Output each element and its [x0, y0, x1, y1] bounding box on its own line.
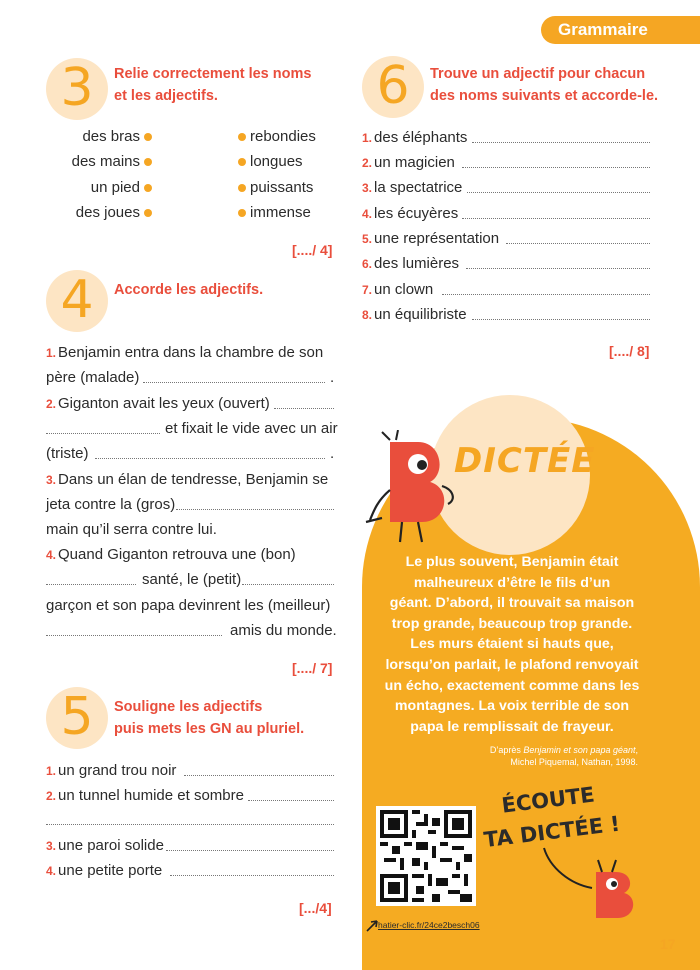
dictee-link[interactable]: hatier-clic.fr/24ce2besch06	[378, 920, 480, 930]
item-text: des lumières	[374, 255, 460, 272]
exercise-5-score: [.../4]	[299, 900, 332, 916]
sentence-period: .	[330, 369, 335, 386]
item-text: des éléphants	[374, 129, 468, 146]
noun-connector-dot[interactable]	[144, 184, 152, 192]
answer-line[interactable]	[176, 509, 334, 510]
dictee-line: malheureux d’être le fils d’un	[413, 574, 611, 591]
sentence-text: et fixait le vide avec un air	[165, 420, 338, 437]
exercise-3-badge	[46, 58, 108, 120]
sentence-text: père (malade)	[46, 369, 140, 386]
item-text: une représentation	[374, 230, 500, 247]
answer-line[interactable]	[170, 875, 334, 876]
dictee-source	[430, 744, 638, 768]
answer-line[interactable]	[166, 850, 334, 851]
answer-line[interactable]	[274, 408, 334, 409]
item-text: une petite porte	[58, 862, 163, 879]
answer-line[interactable]	[46, 635, 222, 636]
mascot-b-icon	[356, 430, 466, 550]
list-item	[362, 254, 459, 274]
sentence-period: .	[330, 445, 335, 462]
item-number: 1.	[46, 764, 57, 778]
adjective-immense: immense	[250, 204, 311, 221]
instruction-line: et les adjectifs.	[114, 88, 218, 104]
list-item	[362, 178, 462, 198]
item-text: la spectatrice	[374, 179, 463, 196]
sentence-text: Giganton avait les yeux (ouvert)	[58, 395, 270, 412]
section-tab: Grammaire	[541, 16, 700, 44]
sentence-text: main qu’il serra contre lui.	[46, 521, 217, 538]
item-number: 2.	[46, 397, 57, 411]
item-number: 4.	[362, 207, 373, 221]
page-number: 17	[660, 936, 676, 952]
ecoute-line: ÉCOUTE	[500, 782, 596, 818]
answer-line[interactable]	[462, 167, 650, 168]
instruction-line: Trouve un adjectif pour chacun	[430, 66, 646, 82]
item-number: 3.	[46, 839, 57, 853]
list-item	[362, 280, 433, 300]
answer-line[interactable]	[248, 800, 334, 801]
dictee-line: montagnes. La voix terrible de son	[394, 698, 630, 715]
item-number: 3.	[362, 181, 373, 195]
list-item	[362, 305, 467, 325]
sentence-text: (triste)	[46, 445, 89, 462]
item-text: un tunnel humide et sombre	[58, 787, 244, 804]
dictee-title: DICTÉE	[454, 441, 596, 481]
dictee-line: lorsqu’on parlait, le plafond renvoyait	[385, 656, 639, 673]
answer-line[interactable]	[242, 584, 334, 585]
answer-line[interactable]	[46, 433, 160, 434]
sentence-line	[46, 394, 270, 414]
noun-connector-dot[interactable]	[144, 209, 152, 217]
list-item	[46, 836, 164, 856]
sentence-text: Dans un élan de tendresse, Benjamin se	[58, 471, 329, 488]
source-prefix: D’après	[489, 745, 521, 755]
list-item	[362, 229, 499, 249]
dictee-line: trop grande, beaucoup trop grande.	[391, 615, 633, 632]
noun-des-mains: des mains	[71, 153, 140, 170]
sentence-text: santé, le (petit)	[142, 571, 242, 588]
item-number: 1.	[46, 346, 57, 360]
answer-line[interactable]	[472, 319, 650, 320]
noun-un-pied: un pied	[90, 179, 140, 196]
exercise-6-score: [..../ 8]	[609, 343, 650, 359]
exercise-5-badge	[46, 687, 108, 749]
list-item	[46, 861, 162, 881]
sentence-text: garçon et son papa devinrent les (meilleur)	[46, 597, 331, 614]
answer-line[interactable]	[462, 218, 650, 219]
exercise-4-instruction: Accorde les adjectifs.	[114, 282, 264, 298]
instruction-line: Relie correctement les noms	[114, 66, 312, 82]
sentence-text: amis du monde.	[230, 622, 337, 639]
ecoute-line: TA DICTÉE !	[482, 811, 622, 853]
exercise-4-badge	[46, 270, 108, 332]
dictee-line: un écho, exactement comme dans les	[384, 677, 640, 694]
source-title: Benjamin et son papa géant	[523, 745, 636, 755]
item-number: 2.	[46, 789, 57, 803]
item-number: 3.	[46, 473, 57, 487]
exercise-6-instruction	[430, 63, 658, 107]
item-number: 2.	[362, 156, 373, 170]
qr-code[interactable]	[376, 806, 476, 906]
adjective-connector-dot[interactable]	[238, 184, 246, 192]
answer-line[interactable]	[95, 458, 325, 459]
answer-line[interactable]	[506, 243, 650, 244]
answer-line[interactable]	[143, 382, 325, 383]
instruction-line: puis mets les GN au pluriel.	[114, 721, 305, 737]
adjective-puissants: puissants	[250, 179, 314, 196]
item-text: un magicien	[374, 154, 455, 171]
exercise-4-score: [..../ 7]	[292, 660, 333, 676]
dictee-line: Les murs étaient si hauts que,	[410, 636, 614, 653]
pointer-arrow-icon	[366, 920, 378, 932]
qr-code-icon	[380, 810, 472, 902]
answer-line[interactable]	[46, 584, 136, 585]
noun-connector-dot[interactable]	[144, 133, 152, 141]
sentence-text: jeta contre la (gros)	[46, 496, 176, 513]
exercise-6-number: 6	[376, 56, 410, 116]
item-number: 1.	[362, 131, 373, 145]
exercise-5-number: 5	[60, 687, 94, 747]
item-number: 5.	[362, 232, 373, 246]
noun-connector-dot[interactable]	[144, 158, 152, 166]
adjective-connector-dot[interactable]	[238, 133, 246, 141]
item-text: un clown	[374, 281, 434, 298]
answer-line[interactable]	[46, 824, 334, 825]
instruction-line: des noms suivants et accorde-le.	[430, 88, 659, 104]
exercise-3-instruction	[114, 63, 311, 107]
source-comma: ,	[635, 745, 638, 755]
answer-line[interactable]	[184, 775, 334, 776]
list-item	[362, 128, 467, 148]
item-number: 6.	[362, 257, 373, 271]
dictee-line: géant. D’abord, il trouvait sa maison	[389, 595, 635, 612]
sentence-line	[46, 470, 328, 490]
sentence-text: Quand Giganton retrouva une (bon)	[58, 546, 296, 563]
list-item	[362, 153, 455, 173]
item-text: une paroi solide	[58, 837, 164, 854]
item-text: un grand trou noir	[58, 762, 177, 779]
noun-des-bras: des bras	[82, 128, 140, 145]
adjective-longues: longues	[250, 153, 303, 170]
item-number: 4.	[46, 548, 57, 562]
answer-line[interactable]	[442, 294, 650, 295]
item-number: 7.	[362, 283, 373, 297]
exercise-5-instruction	[114, 696, 304, 740]
exercise-3-number: 3	[60, 58, 94, 118]
sentence-text: Benjamin entra dans la chambre de son	[58, 344, 324, 361]
item-text: un équilibriste	[374, 306, 467, 323]
item-text: les écuyères	[374, 205, 459, 222]
source-author: Michel Piquemal, Nathan, 1998.	[510, 757, 638, 767]
sentence-line	[46, 545, 296, 565]
exercise-4-number: 4	[60, 270, 94, 330]
answer-line[interactable]	[467, 192, 650, 193]
noun-des-joues: des joues	[75, 204, 140, 221]
adjective-rebondies: rebondies	[250, 128, 316, 145]
instruction-line: Souligne les adjectifs	[114, 699, 263, 715]
item-number: 8.	[362, 308, 373, 322]
list-item	[362, 204, 458, 224]
dictee-text	[362, 552, 662, 737]
answer-line[interactable]	[466, 268, 650, 269]
dictee-line: papa le remplissait de frayeur.	[410, 718, 614, 735]
sentence-line	[46, 343, 323, 363]
item-number: 4.	[46, 864, 57, 878]
answer-line[interactable]	[472, 142, 650, 143]
list-item	[46, 761, 176, 781]
exercise-3-score: [..../ 4]	[292, 242, 333, 258]
dictee-line: Le plus souvent, Benjamin était	[405, 554, 619, 570]
exercise-6-badge	[362, 56, 424, 118]
adjective-connector-dot[interactable]	[238, 209, 246, 217]
mascot-small-b-icon	[540, 838, 640, 920]
list-item	[46, 786, 244, 806]
adjective-connector-dot[interactable]	[238, 158, 246, 166]
